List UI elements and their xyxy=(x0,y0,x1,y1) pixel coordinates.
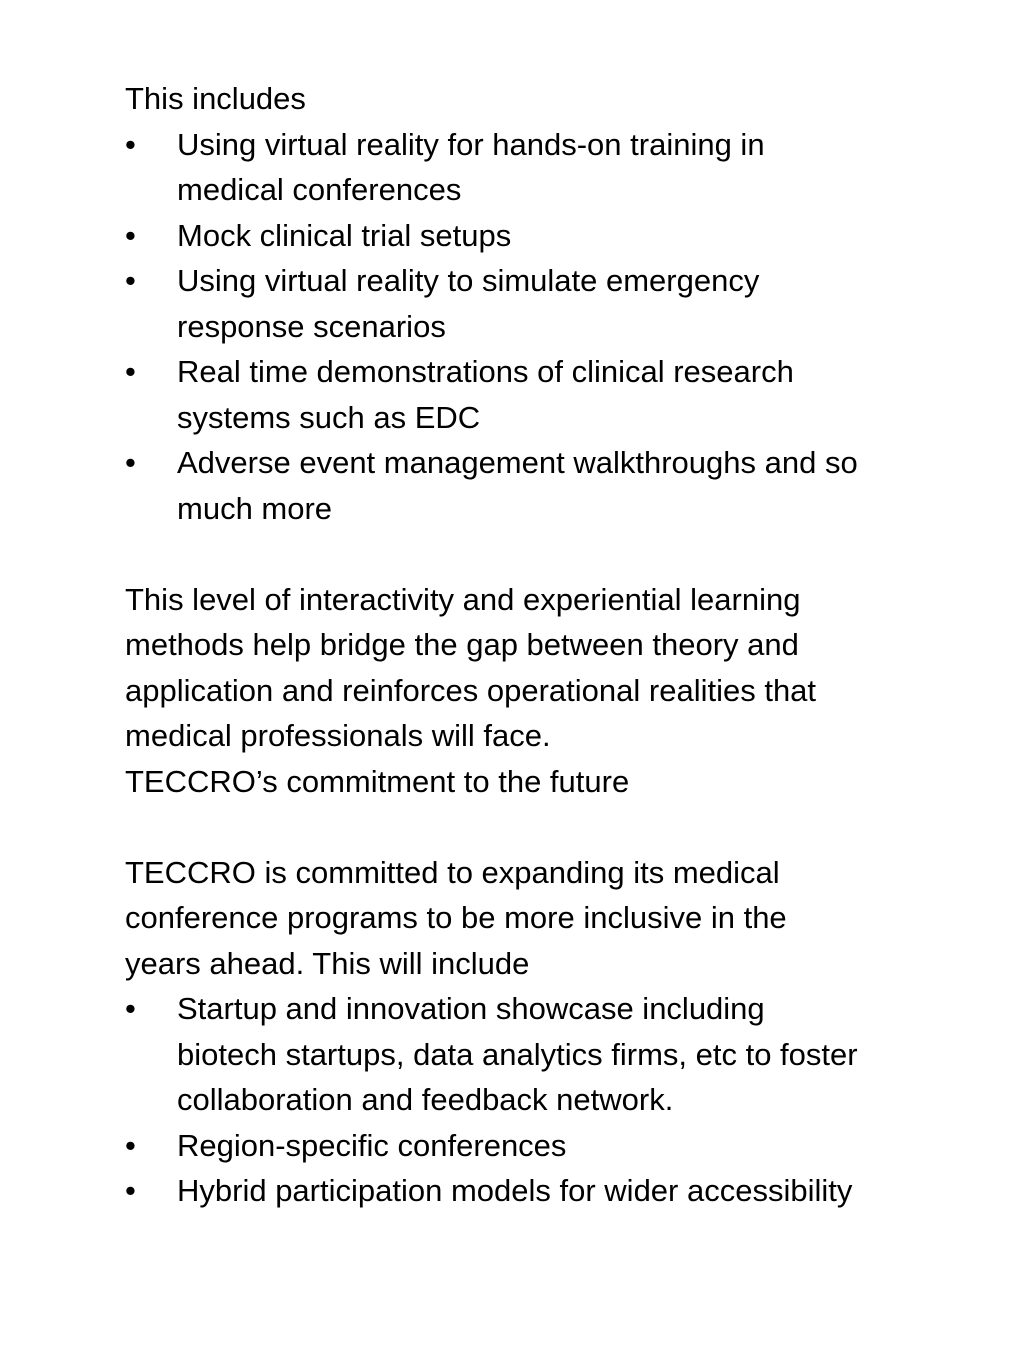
section-heading: TECCRO’s commitment to the future xyxy=(125,763,630,799)
list-item-text: Startup and innovation showcase including biotech startups, data analytics firms, etc to foster collaboration and feedback network. xyxy=(177,991,858,1117)
intro-text: This includes xyxy=(125,81,306,116)
blank-line xyxy=(125,804,865,850)
list-item-text: Using virtual reality to simulate emergency response scenarios xyxy=(177,263,760,344)
list-item-text: Real time demonstrations of clinical research systems such as EDC xyxy=(177,354,794,435)
list-item-text: Mock clinical trial setups xyxy=(177,217,512,253)
bullet-icon: • xyxy=(125,991,136,1026)
list-item-text: Adverse event management walkthroughs and so much more xyxy=(177,445,858,526)
interactivity-paragraph: This level of interactivity and experiential learning methods help bridge the gap between theory and application and reinforces operational realities that medical professionals will face. xyxy=(125,581,817,753)
bullet-icon: • xyxy=(125,1173,136,1208)
list-item-text: Region-specific conferences xyxy=(177,1127,567,1163)
commitment-paragraph: TECCRO is committed to expanding its medical conference programs to be more inclusive in the years ahead. This will include xyxy=(125,854,787,981)
list-item xyxy=(125,213,865,259)
bullet-icon: • xyxy=(125,354,136,389)
blank-line xyxy=(125,531,865,577)
bullet-list-future xyxy=(125,986,865,1214)
list-item xyxy=(125,1168,865,1214)
bullet-icon: • xyxy=(125,1127,136,1163)
bullet-icon: • xyxy=(125,445,136,480)
bullet-list-training xyxy=(125,122,865,532)
list-item xyxy=(125,986,865,1123)
bullet-icon: • xyxy=(125,263,136,298)
list-item-text: Using virtual reality for hands-on training in medical conferences xyxy=(177,126,765,207)
list-item xyxy=(125,122,865,213)
list-item xyxy=(125,349,865,440)
list-item xyxy=(125,1123,865,1169)
list-item xyxy=(125,258,865,349)
list-item-text: Hybrid participation models for wider accessibility xyxy=(177,1173,853,1208)
bullet-icon: • xyxy=(125,126,136,162)
bullet-icon: • xyxy=(125,217,136,253)
list-item xyxy=(125,440,865,531)
document-page xyxy=(125,76,865,1214)
